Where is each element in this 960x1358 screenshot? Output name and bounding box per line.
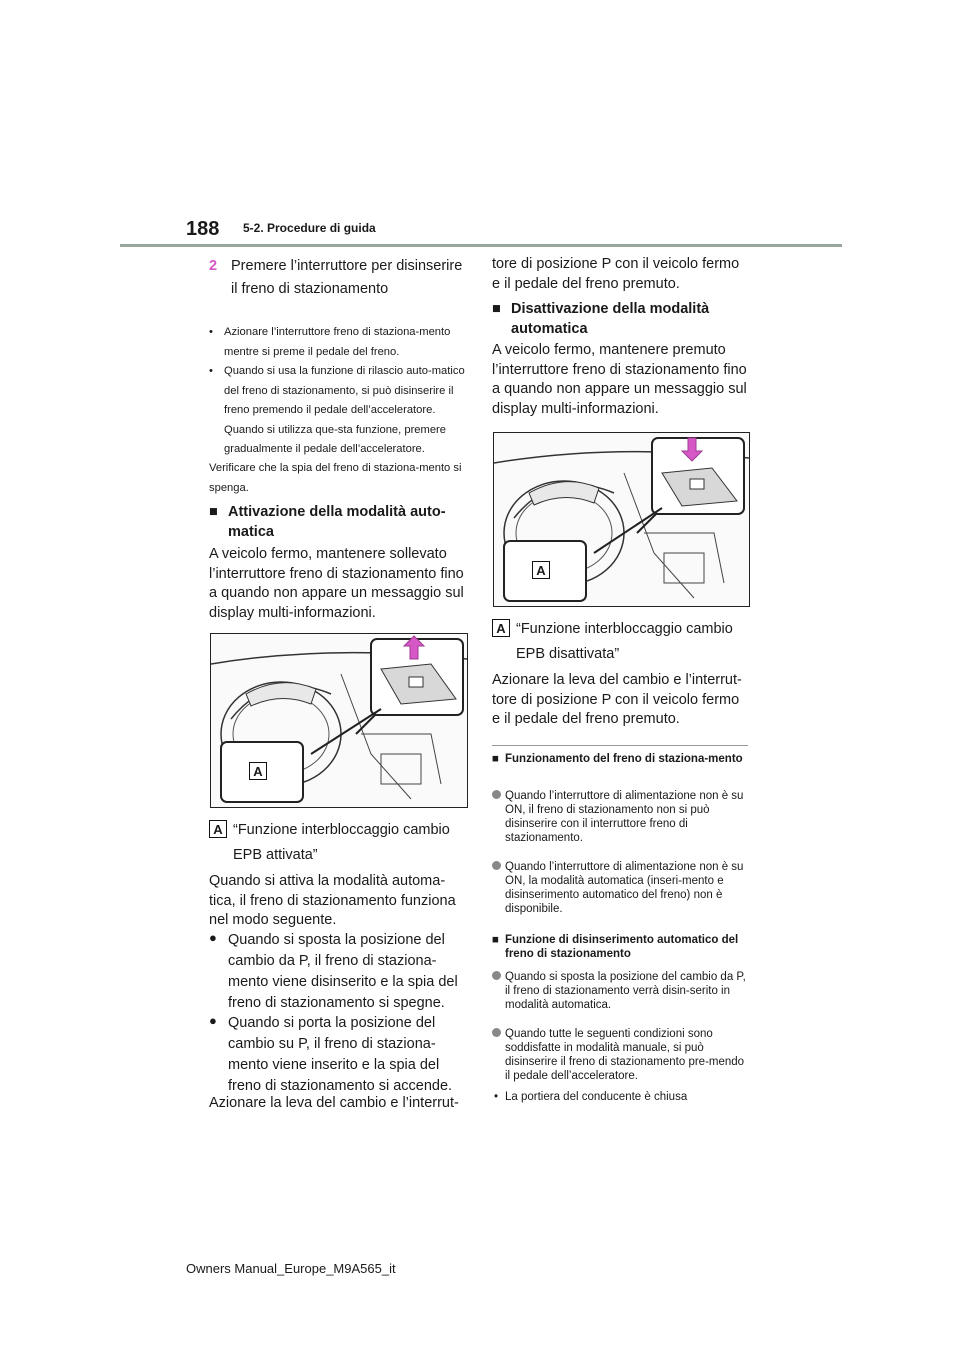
note-sub-bullet: • La portiera del conducente è chiusa [494,1091,688,1103]
footer-text: Owners Manual_Europe_M9A565_it [186,1261,396,1276]
round-bullet-icon: ● [209,1013,217,1028]
section-title: 5-2. Procedure di guida [243,221,376,235]
dashboard-drawing [211,634,467,807]
step-text: Premere l’interruttore per disinserire il freno di stazionamento [231,258,463,297]
square-bullet-icon: ■ [492,301,501,317]
bullet-item: • Azionare l’interruttore freno di staziona-mento mentre si preme il pedale del freno. [209,323,467,363]
callout-label: A [249,762,267,780]
caption-label: A [492,619,510,637]
round-bullet-icon: ● [209,930,217,945]
round-bullet-icon [492,790,501,799]
check-text: Verificare che la spia del freno di staziona-mento si spenga. [209,462,462,494]
step-2 [209,255,467,301]
paragraph: Azionare la leva del cambio e l’interrut-tore di posizione P con il veicolo fermo e il pedale del freno premuto. [492,672,742,727]
paragraph: tore di posizione P con il veicolo fermo e il pedale del freno premuto. [492,256,740,292]
note-heading: ■ Funzione di disinserimento automatico del freno di stazionamento [492,934,739,960]
section-heading: ■ Attivazione della modalità auto-matica [209,504,446,540]
note-heading: ■ Funzionamento del freno di staziona-mento [492,753,743,765]
note-item: Quando tutte le seguenti condizioni sono soddisfatte in modalità manuale, si può disinserire il freno di stazionamento pre-mendo il pedale dell’acceleratore. [492,1027,750,1087]
square-bullet-icon: ■ [209,504,218,520]
bullet-text: Quando si usa la funzione di rilascio auto-matico del freno di stazionamento, si può disinserire il freno premendo il pedale dell’acceleratore. Quando si utilizza que-sta funzione, premere gradualmente il pedale dell’acceleratore. [224,365,465,456]
note-item: Quando l’interruttore di alimentazione non è su ON, la modalità automatica (inseri-mento e disinserimento automatico del freno) non è disponibile. [492,860,750,920]
caption-label: A [209,820,227,838]
round-bullet-icon [492,971,501,980]
dashboard-illustration-press [493,432,750,607]
instruction-text: A veicolo fermo, mantenere sollevato l’interruttore freno di stazionamento fino a quando non appare un messaggio sul display multi-informazioni. [209,546,464,621]
figure-caption: “Funzione interbloccaggio cambio EPB attivata” [233,822,450,863]
round-bullet-icon [492,861,501,870]
note-item: Quando si sposta la posizione del cambio da P, il freno di stazionamento verrà disin-serito in modalità automatica. [492,970,750,1016]
callout-label: A [532,561,550,579]
square-bullet-icon: ■ [492,934,499,946]
paragraph: Quando si attiva la modalità automa-tica, il freno di stazionamento funziona nel modo seguente. [209,873,456,928]
dashboard-illustration-raise [210,633,468,808]
step-number: 2 [209,258,218,274]
note-item: Quando l’interruttore di alimentazione non è su ON, il freno di stazionamento non si può disinserire con il interruttore freno di stazionamento. [492,789,750,849]
square-bullet-icon: ■ [492,753,499,765]
bullet-item: • Quando si usa la funzione di rilascio auto-matico del freno di stazionamento, si può disinserire il freno premendo il pedale dell’acceleratore. Quando si utilizza que-sta funzione, premere gradualmente il pedale dell’acceleratore. [209,362,467,452]
figure-caption: “Funzione interbloccaggio cambio EPB disattivata” [516,621,733,662]
page-number: 188 [186,218,220,240]
list-item: ● Quando si porta la posizione del cambio su P, il freno di staziona-mento viene inserito e la spia del freno di stazionamento si accende. [209,1013,453,1094]
header-divider [120,244,842,247]
list-item: ● Quando si sposta la posizione del cambio da P, il freno di staziona-mento viene disinserito e la spia del freno di stazionamento si spegne. [209,930,458,1011]
bullet-text: Azionare l’interruttore freno di staziona-mento mentre si preme il pedale del freno. [224,326,451,358]
divider [492,745,748,746]
round-bullet-icon [492,1028,501,1037]
paragraph: Azionare la leva del cambio e l’interrut- [209,1095,459,1111]
instruction-text: A veicolo fermo, mantenere premuto l’interruttore freno di stazionamento fino a quando non appare un messaggio sul display multi-informazioni. [492,342,747,417]
section-heading: ■ Disattivazione della modalità automatica [492,301,710,337]
dashboard-drawing [494,433,749,606]
